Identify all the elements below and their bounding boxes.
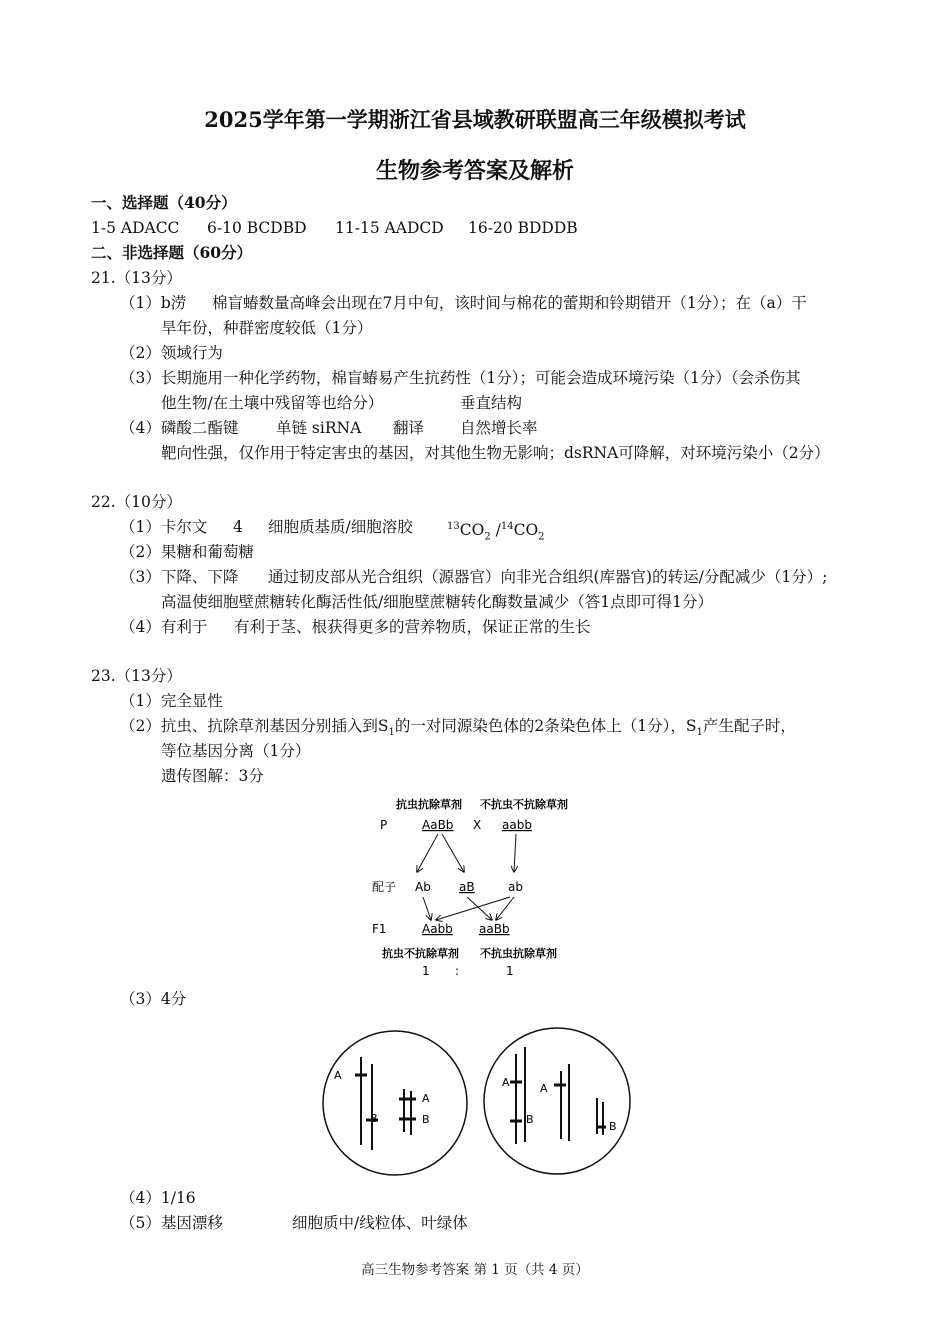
section-nonchoice-heading: 二、非选择题（60分）	[91, 243, 253, 262]
cell1-label-A: A	[334, 1069, 342, 1082]
arrow-p1-g2	[442, 834, 464, 872]
q23-2-answer-cont: 等位基因分离（1分）	[161, 742, 311, 760]
p1-phenotype: 抗虫抗除草剂	[396, 798, 462, 811]
q23-2-answer: （2）抗虫、抗除草剂基因分别插入到$S_1$的一对同源染色体的2条染色体上（1分），$S_1$产生配子时，	[120, 717, 796, 739]
arrow-g2-f1b	[467, 897, 492, 920]
p-generation-label: P	[380, 818, 388, 832]
cell-2-membrane	[484, 1028, 630, 1174]
q22-1-answer-b: 4	[233, 518, 243, 536]
choice-answers-1: 1-5 ADACC	[91, 219, 180, 237]
q21-number: 21.（13分）	[91, 269, 182, 287]
q23-5-answer-b: 细胞质中/线粒体、叶绿体	[292, 1214, 468, 1232]
cell-1	[323, 1031, 467, 1175]
cell1-label-B: B	[370, 1112, 378, 1125]
cell-2	[484, 1028, 630, 1174]
p2-phenotype: 不抗虫不抗除草剂	[480, 798, 568, 811]
arrow-g1-f1a	[423, 897, 431, 920]
ratio-colon: :	[455, 964, 460, 978]
arrow-p1-g1	[417, 834, 438, 872]
q23-number: 23.（13分）	[91, 667, 182, 685]
q21-2-answer: （2）领域行为	[120, 344, 223, 362]
q23-3-answer: （3）4分	[120, 990, 187, 1008]
q21-1-explain-cont: 旱年份，种群密度较低（1分）	[161, 319, 373, 337]
q22-2-answer: （2）果糖和葡萄糖	[120, 543, 254, 561]
ratio-a: 1	[422, 964, 430, 978]
q21-4-answer-d: 自然增长率	[460, 419, 538, 437]
q22-3-answer-cont: 高温使细胞壁蔗糖转化酶活性低/细胞壁蔗糖转化酶数量减少（答1点即可得1分）	[161, 593, 713, 611]
section-choice-heading: 一、选择题（40分）	[91, 193, 237, 212]
p1-genotype: AaBb	[422, 818, 454, 832]
q23-5-answer-a: （5）基因漂移	[120, 1214, 223, 1232]
q22-4-answer-b: 有利于茎、根获得更多的营养物质，保证正常的生长	[234, 618, 591, 636]
exam-title: 2025学年第一学期浙江省县域教研联盟高三年级模拟考试	[204, 107, 746, 132]
arrow-p2-g3	[514, 834, 516, 872]
choice-answers-4: 16-20 BDDDB	[468, 219, 578, 237]
f1a-phenotype: 抗虫不抗除草剂	[382, 947, 459, 960]
p2-genotype: aabb	[502, 818, 532, 832]
q22-number: 22.（10分）	[91, 493, 182, 511]
cell1-label-A2: A	[422, 1092, 430, 1105]
f1b-genotype: aaBb	[479, 922, 510, 936]
f1-generation-label: F1	[372, 922, 387, 936]
gamete-2: aB	[459, 880, 475, 894]
cell2-label-A2: A	[540, 1082, 548, 1095]
q22-4-answer-a: （4）有利于	[120, 618, 208, 636]
q22-1-answer-c: 细胞质基质/细胞溶胶	[268, 518, 413, 536]
page-footer: 高三生物参考答案 第 1 页（共 4 页）	[361, 1262, 589, 1278]
q22-1-answer-a: （1）卡尔文	[120, 518, 208, 536]
q22-1-answer-d: $^{13}CO_2$ $/^{14}CO_2$	[447, 521, 545, 543]
q21-4-answer-a: （4）磷酸二酯键	[120, 419, 239, 437]
f1a-genotype: Aabb	[422, 922, 453, 936]
q21-1-explain: 棉盲蝽数量高峰会出现在7月中旬，该时间与棉花的蕾期和铃期错开（1分）；在（a）干	[212, 294, 807, 312]
cell2-label-A: A	[502, 1076, 510, 1089]
cell2-label-B2: B	[609, 1120, 617, 1133]
gamete-1: Ab	[415, 880, 431, 894]
q21-1-answer: （1）b涝	[120, 294, 187, 312]
choice-answers-3: 11-15 AADCD	[335, 219, 444, 237]
ratio-b: 1	[506, 964, 514, 978]
choice-answers-2: 6-10 BCDBD	[207, 219, 307, 237]
q23-1-answer: （1）完全显性	[120, 692, 223, 710]
q23-4-answer: （4）1/16	[120, 1189, 196, 1207]
q21-3-answer-b: 垂直结构	[460, 394, 523, 412]
q22-3-answer-b: 通过韧皮部从光合组织（源器官）向非光合组织(库器官)的转运/分配减少（1分）;	[268, 568, 828, 586]
q21-3-answer-cont: 他生物/在土壤中残留等也给分）	[161, 394, 384, 412]
q21-4-answer-b: 单链 siRNA	[276, 419, 362, 437]
cell-1-membrane	[323, 1031, 467, 1175]
cell2-label-B: B	[526, 1113, 534, 1126]
genetic-cross-diagram	[360, 792, 600, 982]
q23-2-diagram-label: 遗传图解：3分	[161, 767, 264, 785]
f1b-phenotype: 不抗虫抗除草剂	[480, 947, 557, 960]
q21-4-answer-c: 翻译	[393, 419, 425, 437]
q21-3-answer: （3）长期施用一种化学药物，棉盲蝽易产生抗药性（1分）；可能会造成环境污染（1分）（会杀伤其	[120, 369, 801, 387]
cell1-label-B2: B	[422, 1113, 430, 1126]
q22-3-answer-a: （3）下降、下降	[120, 568, 239, 586]
gamete-3: ab	[508, 880, 523, 894]
gamete-label: 配子	[372, 880, 397, 894]
q21-4-explain: 靶向性强，仅作用于特定害虫的基因，对其他生物无影响；dsRNA可降解，对环境污染小（2分）	[161, 444, 830, 462]
cell-diagrams	[310, 1022, 650, 1184]
answer-subtitle: 生物参考答案及解析	[375, 158, 574, 184]
cross-symbol: X	[473, 818, 482, 832]
